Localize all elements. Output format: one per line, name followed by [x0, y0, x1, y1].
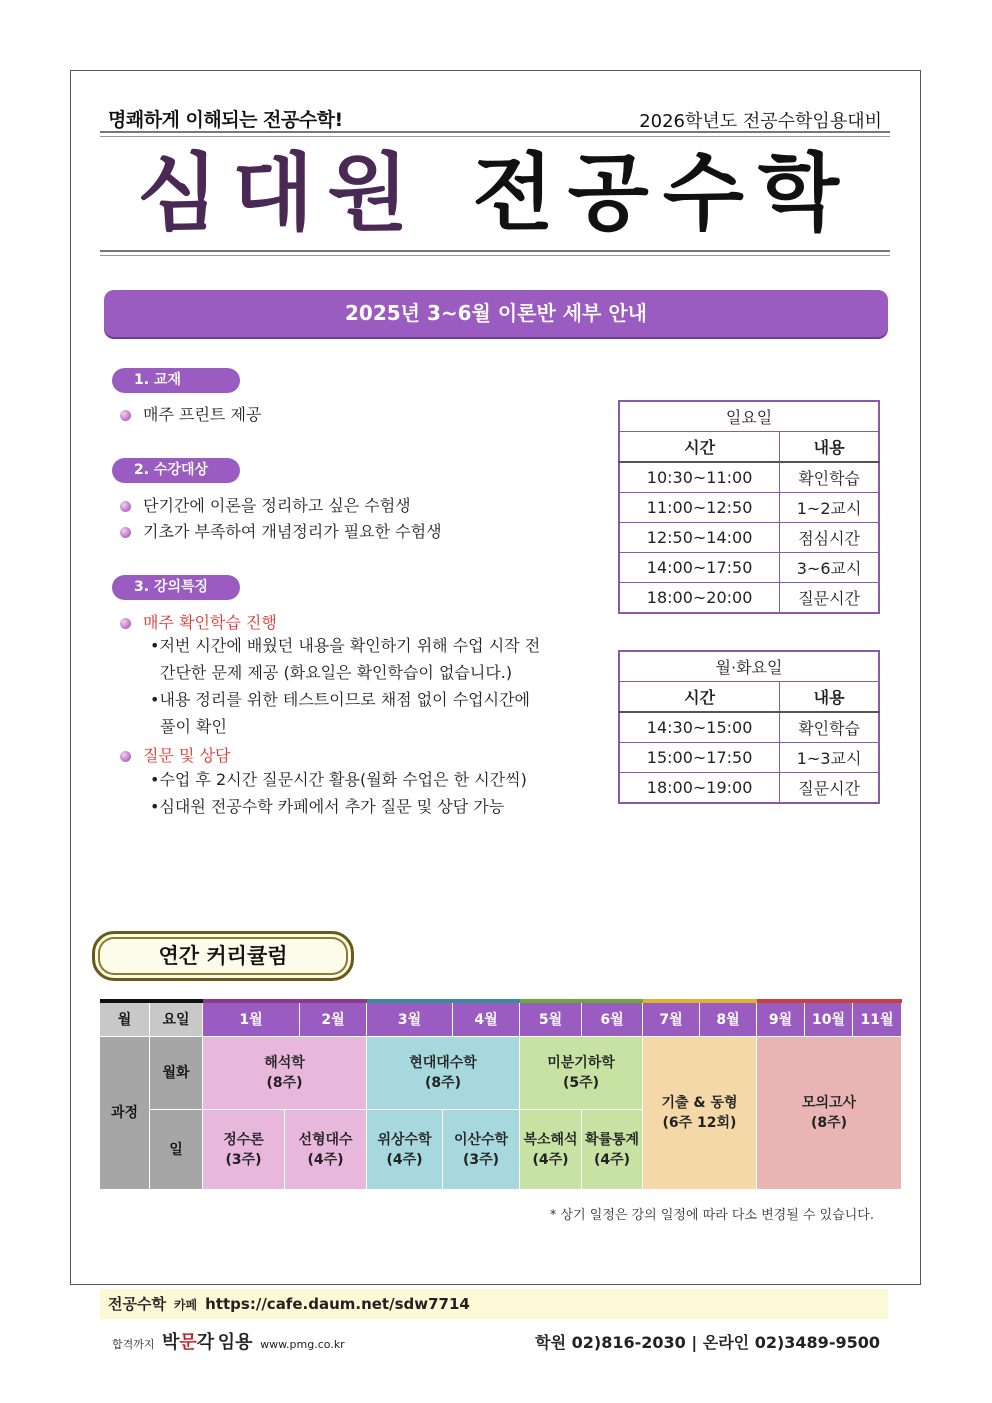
- schedule-notice: * 상기 일정은 강의 일정에 따라 다소 변경될 수 있습니다.: [549, 1208, 874, 1223]
- contact-info: 학원 02)816-2030 | 온라인 02)3489-9500: [535, 1333, 880, 1352]
- montue-schedule-table: [618, 650, 880, 804]
- main-title: [100, 138, 890, 248]
- title-subject: 전공수학: [472, 144, 853, 242]
- cafe-keyword: 카페: [173, 1298, 198, 1312]
- table-row: 18:00~20:00 질문시간: [619, 583, 879, 614]
- course-past-exams: 기출 & 동형 (6주 12회): [643, 1037, 757, 1190]
- logo-prefix: 합격까지: [112, 1338, 155, 1351]
- brand-name: 박문각 임용: [162, 1332, 253, 1353]
- curriculum-grid: [100, 999, 902, 1190]
- header-month: 월: [100, 1003, 150, 1037]
- course-mock-exam: 모의고사 (8주): [757, 1037, 902, 1190]
- site-link[interactable]: www.pmg.co.kr: [260, 1338, 345, 1351]
- table-caption: 일요일: [619, 401, 879, 432]
- table-row: 11:00~12:50 1~2교시: [619, 493, 879, 523]
- table-row: 12:50~14:00 점심시간: [619, 523, 879, 553]
- month-label: 7월: [643, 1003, 700, 1037]
- cafe-link[interactable]: https://cafe.daum.net/sdw7714: [205, 1295, 470, 1313]
- month-label: 6월: [582, 1003, 643, 1037]
- list-item: 매주 프린트 제공: [120, 402, 261, 425]
- month-label: 2월: [300, 1003, 367, 1037]
- month-label: 4월: [453, 1003, 520, 1037]
- feature-heading: 매주 확인학습 진행: [120, 610, 277, 633]
- curriculum-title: 연간 커리큘럼: [92, 931, 354, 981]
- feature-detail: •저번 시간에 배웠던 내용을 확인하기 위해 수업 시작 전 간단한 문제 제공 (화요일은 확인학습이 없습니다.) •내용 정리를 위한 테스트이므로 채점 없이 수업시간에 풀이 확인: [150, 636, 541, 736]
- month-label: 9월: [757, 1003, 805, 1037]
- course-topology: 위상수학 (4주): [367, 1110, 443, 1190]
- table-row: 18:00~19:00 질문시간: [619, 773, 879, 804]
- section-label-features: 3. 강의특징: [112, 575, 240, 600]
- column-header: 시간: [619, 682, 780, 713]
- sunday-schedule-table: [618, 400, 880, 614]
- section-label-target: 2. 수강대상: [112, 458, 240, 483]
- bullet-icon: [120, 751, 131, 762]
- year-tag: 2026학년도 전공수학임용대비: [639, 111, 882, 132]
- header-day: 요일: [150, 1003, 203, 1037]
- feature-heading: 질문 및 상담: [120, 743, 230, 766]
- slogan: 명쾌하게 이해되는 전공수학!: [108, 109, 343, 131]
- row-label-montue: 월화: [150, 1037, 203, 1110]
- top-rule: [100, 131, 890, 137]
- course-linear-algebra: 선형대수 (4주): [285, 1110, 367, 1190]
- list-item: 기초가 부족하여 개념정리가 필요한 수험생: [120, 519, 442, 542]
- course-differential-geometry: 미분기하학 (5주): [520, 1037, 643, 1110]
- title-name: 심대원: [136, 144, 423, 242]
- bullet-icon: [120, 501, 131, 512]
- cafe-bar: [100, 1289, 888, 1319]
- section-banner: 2025년 3~6월 이론반 세부 안내: [104, 290, 888, 337]
- table-row: 14:00~17:50 3~6교시: [619, 553, 879, 583]
- table-caption: 월·화요일: [619, 651, 879, 682]
- bullet-icon: [120, 410, 131, 421]
- table-row: 15:00~17:50 1~3교시: [619, 743, 879, 773]
- month-label: 8월: [700, 1003, 757, 1037]
- column-header: 시간: [619, 432, 780, 463]
- cafe-label: 전공수학: [108, 1295, 166, 1313]
- course-modern-algebra: 현대대수학 (8주): [367, 1037, 520, 1110]
- course-complex-analysis: 복소해석 (4주): [520, 1110, 582, 1190]
- month-label: 5월: [520, 1003, 582, 1037]
- month-label: 3월: [367, 1003, 453, 1037]
- table-row: 10:30~11:00 확인학습: [619, 462, 879, 493]
- course-analysis: 해석학 (8주): [203, 1037, 367, 1110]
- feature-detail: •수업 후 2시간 질문시간 활용(월화 수업은 한 시간씩) •심대원 전공수학 카페에서 추가 질문 및 상담 가능: [150, 770, 527, 816]
- bullet-icon: [120, 527, 131, 538]
- row-label-course: 과정: [100, 1037, 150, 1190]
- header-line: [100, 103, 890, 131]
- month-label: 10월: [805, 1003, 853, 1037]
- row-label-sunday: 일: [150, 1110, 203, 1190]
- course-probability-statistics: 확률통계 (4주): [582, 1110, 643, 1190]
- month-label: 1월: [203, 1003, 300, 1037]
- bullet-icon: [120, 618, 131, 629]
- list-item: 단기간에 이론을 정리하고 싶은 수험생: [120, 493, 411, 516]
- publisher-logo: [112, 1328, 345, 1354]
- bottom-rule: [100, 250, 890, 256]
- table-row: 14:30~15:00 확인학습: [619, 712, 879, 743]
- course-number-theory: 정수론 (3주): [203, 1110, 285, 1190]
- section-label-textbook: 1. 교재: [112, 368, 240, 393]
- column-header: 내용: [780, 432, 879, 463]
- course-discrete-math: 이산수학 (3주): [443, 1110, 520, 1190]
- column-header: 내용: [780, 682, 879, 713]
- month-label: 11월: [853, 1003, 902, 1037]
